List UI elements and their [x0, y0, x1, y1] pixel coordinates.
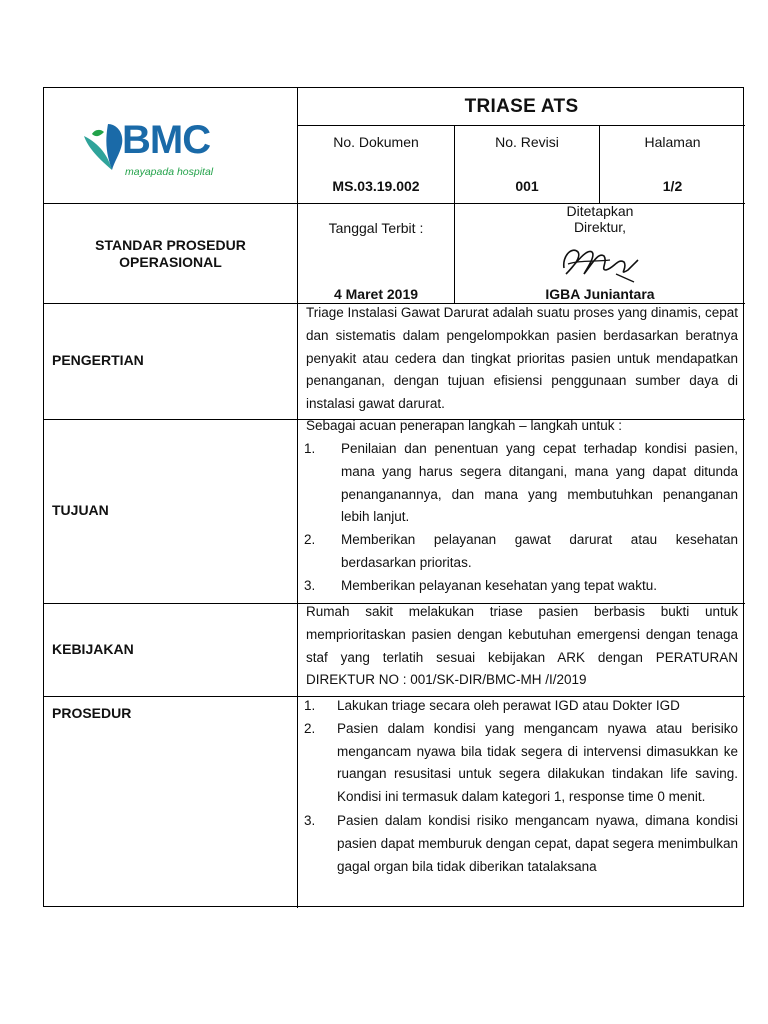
- sop-label: [44, 237, 297, 271]
- issue-date-value: 4 Maret 2019: [333, 286, 419, 302]
- document-title: TRIASE ATS: [464, 96, 579, 117]
- pengertian-label: PENGERTIAN: [52, 352, 144, 368]
- bmc-logo: [78, 110, 218, 188]
- director-name: IGBA Juniantara: [545, 286, 655, 302]
- list-item-number: 3.: [304, 812, 316, 828]
- heart-leaf-icon: [78, 114, 128, 176]
- prosedur-label: PROSEDUR: [52, 705, 132, 721]
- tujuan-list: [304, 438, 738, 598]
- list-item-text: Pasien dalam kondisi risiko mengancam nyawa, dimana kondisi pasien dapat memburuk dengan cepat, dapat segera menimbulkan gagal organ bila tidak diberikan tatalaksana: [337, 812, 738, 874]
- revision-value: 001: [515, 178, 539, 194]
- logo-tagline: mayapada hospital: [125, 166, 214, 178]
- list-item-text: Penilaian dan penentuan yang cepat terhadap kondisi pasien, mana yang harus segera ditangani, mana yang dapat ditunda penanganannya, dan mana yang membutuhkan penanganan lebih lanjut.: [341, 441, 738, 525]
- logo-brand: BMC: [122, 118, 211, 162]
- list-item: [304, 529, 738, 575]
- sop-label-line-2: OPERASIONAL: [119, 254, 222, 270]
- approval-line-2: Direktur,: [573, 219, 627, 235]
- prosedur-list: [304, 695, 738, 878]
- list-item: [304, 438, 738, 529]
- doc-number-value: MS.03.19.002: [332, 178, 420, 194]
- sop-label-line-1: STANDAR PROSEDUR: [95, 237, 246, 253]
- kebijakan-text: Rumah sakit melakukan triase pasien berbasis bukti untuk memprioritaskan pasien dengan kebutuhan emergensi dengan tenaga staf yang terlatih sesuai kebijakan ARK dengan PERATURAN DIREKTUR NO : 001/SK-DIR/BMC-MH /I/2019: [306, 604, 738, 688]
- tujuan-label: TUJUAN: [52, 502, 109, 518]
- list-item: [304, 695, 738, 718]
- list-item: [304, 810, 738, 878]
- list-item-number: 3.: [304, 577, 316, 593]
- list-item-number: 1.: [304, 698, 316, 713]
- sop-document-table: [43, 87, 744, 907]
- list-item-text: Lakukan triage secara oleh perawat IGD atau Dokter IGD: [337, 698, 680, 713]
- column-divider: [297, 88, 298, 908]
- list-item-number: 2.: [304, 532, 316, 548]
- list-item-text: Memberikan pelayanan kesehatan yang tepat waktu.: [341, 577, 657, 593]
- tujuan-intro: Sebagai acuan penerapan langkah – langkah untuk :: [306, 418, 623, 433]
- revision-label: No. Revisi: [495, 134, 559, 150]
- issue-date-label: Tanggal Terbit :: [328, 220, 424, 236]
- pengertian-text: Triage Instalasi Gawat Darurat adalah suatu proses yang dinamis, cepat dan sistematis dalam pengelompokkan pasien berdasarkan beratnya penyakit atau cedera dan tingkat prioritas pasien untuk mendapatkan penanganan, dengan tujuan efisiensi penggunaan sumber daya di instalasi gawat darurat.: [306, 305, 738, 412]
- list-item-number: 2.: [304, 720, 316, 736]
- title-divider: [297, 125, 745, 126]
- doc-number-label: No. Dokumen: [333, 134, 419, 150]
- approval-block: [455, 203, 745, 235]
- page-value: 1/2: [662, 178, 683, 194]
- approval-line-1: Ditetapkan: [566, 203, 634, 219]
- kebijakan-label: KEBIJAKAN: [52, 641, 134, 657]
- page-label: Halaman: [644, 134, 701, 150]
- list-item-text: Pasien dalam kondisi yang mengancam nyawa atau berisiko mengancam nyawa bila tidak segera di intervensi dimasukkan ke ruangan resusitasi untuk segera dilakukan tindakan life saving. Kondisi ini termasuk dalam kategori 1, response time 0 menit.: [337, 720, 738, 805]
- list-item-number: 1.: [304, 441, 316, 456]
- director-signature: [558, 240, 642, 284]
- list-item-text: Memberikan pelayanan gawat darurat atau kesehatan berdasarkan prioritas.: [341, 532, 738, 570]
- list-item: [304, 575, 738, 598]
- list-item: [304, 718, 738, 809]
